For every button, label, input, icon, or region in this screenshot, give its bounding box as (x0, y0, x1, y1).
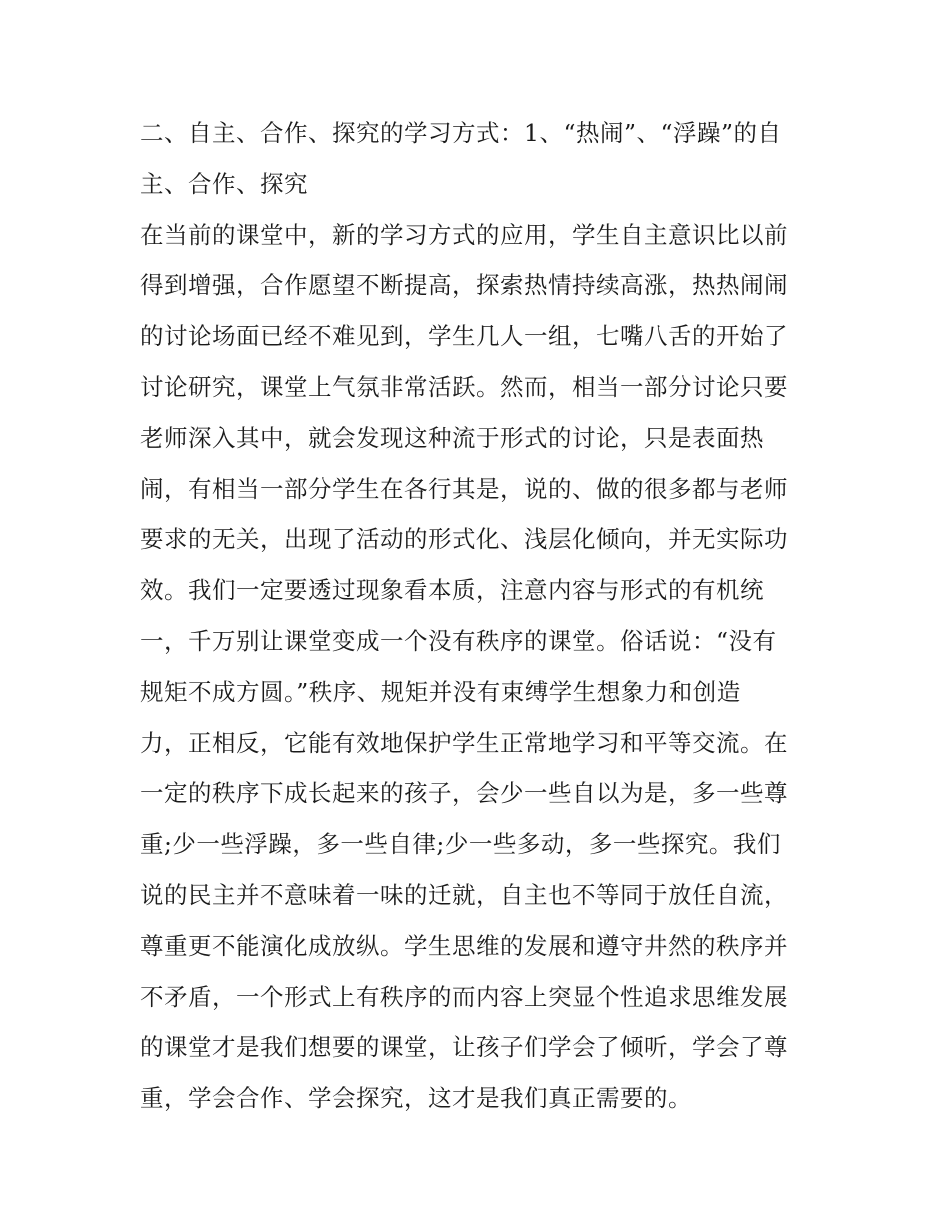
paragraph-line: 的课堂才是我们想要的课堂，让孩子们学会了倾听，学会了尊 (140, 1033, 788, 1062)
paragraph-line: 重;少一些浮躁，多一些自律;少一些多动，多一些探究。我们 (140, 830, 781, 859)
paragraph-line: 得到增强，合作愿望不断提高，探索热情持续高涨，热热闹闹 (140, 271, 788, 300)
document-body (140, 108, 820, 1124)
paragraph-line: 闹，有相当一部分学生在各行其是，说的、做的很多都与老师 (140, 474, 788, 503)
section-heading-line-1: 二、自主、合作、探究的学习方式：1、“热闹”、“浮躁”的自 (140, 119, 782, 147)
paragraph-line: 规矩不成方圆。”秩序、规矩并没有束缚学生想象力和创造 (140, 677, 741, 706)
paragraph-line: 一定的秩序下成长起来的孩子，会少一些自以为是，多一些尊 (140, 779, 788, 808)
paragraph-line: 要求的无关，出现了活动的形式化、浅层化倾向，并无实际功 (140, 525, 788, 554)
paragraph-line: 一，千万别让课堂变成一个没有秩序的课堂。俗话说：“没有 (140, 626, 777, 655)
paragraph-line: 效。我们一定要透过现象看本质，注意内容与形式的有机统 (140, 576, 764, 605)
paragraph-line: 尊重更不能演化成放纵。学生思维的发展和遵守井然的秩序并 (140, 931, 788, 960)
paragraph-line: 说的民主并不意味着一味的迁就，自主也不等同于放任自流， (140, 880, 788, 909)
paragraph-line: 力，正相反，它能有效地保护学生正常地学习和平等交流。在 (140, 728, 788, 757)
paragraph-line: 讨论研究，课堂上气氛非常活跃。然而，相当一部分讨论只要 (140, 372, 788, 401)
paragraph-line: 重，学会合作、学会探究，这才是我们真正需要的。 (140, 1084, 692, 1113)
paragraph-line: 不矛盾，一个形式上有秩序的而内容上突显个性追求思维发展 (140, 982, 788, 1011)
paragraph-line: 在当前的课堂中，新的学习方式的应用，学生自主意识比以前 (140, 220, 788, 249)
section-heading-line-2: 主、合作、探究 (140, 169, 308, 198)
paragraph-line: 老师深入其中，就会发现这种流于形式的讨论，只是表面热 (140, 423, 764, 452)
paragraph-line: 的讨论场面已经不难见到，学生几人一组，七嘴八舌的开始了 (140, 322, 788, 351)
